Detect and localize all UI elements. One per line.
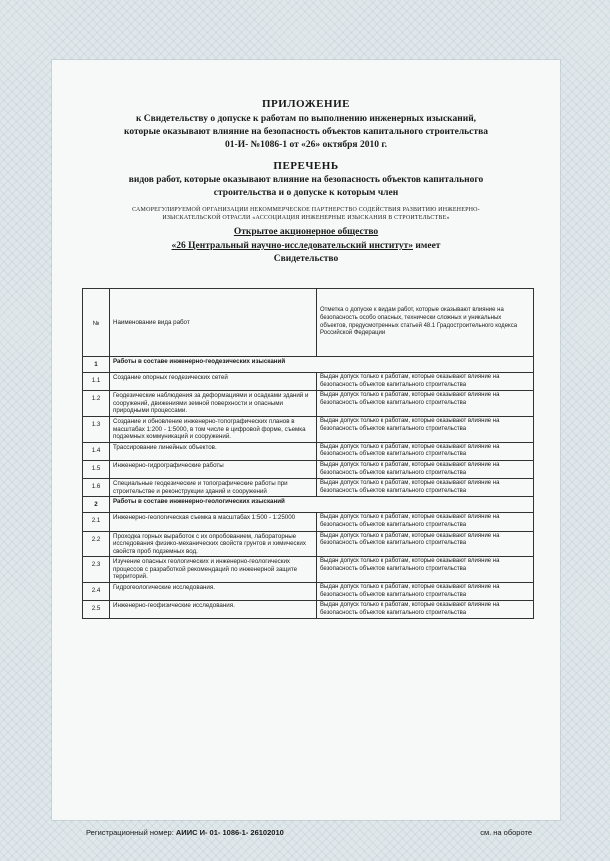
organization-type: Открытое акционерное общество: [233, 227, 379, 237]
admission-status: Выдан допуск только к работам, которые оказывают влияние на безопасность объектов капитального строительства: [317, 442, 534, 460]
work-type-name: Инженерно-геологическая съемка в масштабах 1:500 - 1:25000: [110, 513, 317, 531]
turn-over-note: см. на обороте: [480, 828, 532, 837]
section-row: [83, 497, 534, 513]
document-title: ПРИЛОЖЕНИЕ: [262, 98, 350, 110]
section-title: Работы в составе инженерно-геодезических изысканий: [110, 357, 534, 373]
table-row: [83, 391, 534, 417]
table-row: [83, 601, 534, 619]
header-status: Отметка о допуске к видам работ, которые оказывают влияние на безопасность особо опасных, технически сложных и уникальных объектов, предусмотренных статьей 48.1 Градостроительного кодекса Российской Федерации: [317, 289, 534, 357]
header-num: №: [83, 289, 110, 357]
admission-status: Выдан допуск только к работам, которые оказывают влияние на безопасность объектов капитального строительства: [317, 391, 534, 417]
row-number: 1.1: [83, 373, 110, 391]
subtitle-line: которые оказывают влияние на безопасность объектов капитального строительства: [124, 127, 488, 137]
organization-name: [52, 240, 560, 253]
work-type-name: Инженерно-геофизические исследования.: [110, 601, 317, 619]
row-number: 1.2: [83, 391, 110, 417]
row-number: 2.1: [83, 513, 110, 531]
row-number: 2.5: [83, 601, 110, 619]
work-type-name: Трассирование линейных объектов.: [110, 442, 317, 460]
table-row: [83, 513, 534, 531]
sro-name: [52, 206, 560, 222]
table-row: [83, 583, 534, 601]
table-row: [83, 373, 534, 391]
admission-status: Выдан допуск только к работам, которые оказывают влияние на безопасность объектов капитального строительства: [317, 416, 534, 442]
work-type-name: Специальные геодезические и топографические работы при строительстве и реконструкции зданий и сооружений: [110, 479, 317, 497]
page-footer: [86, 828, 532, 837]
section-title: Работы в составе инженерно-геологических изысканий: [110, 497, 534, 513]
list-description: [52, 174, 560, 200]
admission-status: Выдан допуск только к работам, которые оказывают влияние на безопасность объектов капитального строительства: [317, 557, 534, 583]
list-description-line: строительства и о допуске к которым член: [213, 188, 399, 198]
document-body: [52, 60, 560, 837]
admission-status: Выдан допуск только к работам, которые оказывают влияние на безопасность объектов капитального строительства: [317, 479, 534, 497]
registration-value: АИИС И- 01- 1086-1- 26102010: [175, 828, 284, 837]
row-number: 1.3: [83, 416, 110, 442]
table-row: [83, 442, 534, 460]
work-type-name: Изучение опасных геологических и инженерно-геологических процессов с разработкой рекомендаций по инженерной защите территорий.: [110, 557, 317, 583]
works-table: [82, 288, 534, 619]
list-heading: ПЕРЕЧЕНЬ: [273, 160, 339, 172]
table-row: [83, 557, 534, 583]
certificate-word: Свидетельство: [273, 254, 339, 264]
admission-status: Выдан допуск только к работам, которые оказывают влияние на безопасность объектов капитального строительства: [317, 460, 534, 478]
subtitle-line: 01-И- №1086-1 от «26» октября 2010 г.: [225, 140, 387, 150]
subtitle-line: к Свидетельству о допуске к работам по выполнению инженерных изысканий,: [135, 114, 477, 124]
row-number: 2.4: [83, 583, 110, 601]
work-type-name: Создание и обновление инженерно-топографических планов в масштабах 1:200 - 1:5000, в том числе в цифровой форме, съемка подземных коммуникаций и сооружений.: [110, 416, 317, 442]
row-number: 2.2: [83, 531, 110, 557]
sro-line: САМОРЕГУЛИРУЕМОЙ ОРГАНИЗАЦИИ НЕКОММЕРЧЕСКОЕ ПАРТНЕРСТВО СОДЕЙСТВИЯ РАЗВИТИЮ ИНЖЕНЕРНО-: [132, 207, 480, 213]
organization-name-underlined: «26 Центральный научно-исследовательский институт»: [171, 241, 414, 251]
work-type-name: Геодезические наблюдения за деформациями и осадками зданий и сооружений, движениями земной поверхности и опасными природными процессами.: [110, 391, 317, 417]
organization-name-rest: имеет: [413, 241, 441, 251]
work-type-name: Инженерно-гидрографические работы: [110, 460, 317, 478]
row-number: 1.5: [83, 460, 110, 478]
work-type-name: Гидрогеологические исследования.: [110, 583, 317, 601]
row-number: 2.3: [83, 557, 110, 583]
sro-line: ИЗЫСКАТЕЛЬСКОЙ ОТРАСЛИ «АССОЦИАЦИЯ ИНЖЕНЕРНЫЕ ИЗЫСКАНИЯ В СТРОИТЕЛЬСТВЕ»: [162, 215, 450, 221]
document-subtitle: [52, 113, 560, 152]
admission-status: Выдан допуск только к работам, которые оказывают влияние на безопасность объектов капитального строительства: [317, 513, 534, 531]
table-row: [83, 531, 534, 557]
table-header-row: [83, 289, 534, 357]
work-type-name: Проходка горных выработок с их опробованием, лабораторные исследования физико-механических свойств грунтов и химических свойств проб подземных вод.: [110, 531, 317, 557]
work-type-name: Создание опорных геодезических сетей: [110, 373, 317, 391]
section-row: [83, 357, 534, 373]
registration-label: Регистрационный номер:: [86, 828, 176, 837]
admission-status: Выдан допуск только к работам, которые оказывают влияние на безопасность объектов капитального строительства: [317, 373, 534, 391]
admission-status: Выдан допуск только к работам, которые оказывают влияние на безопасность объектов капитального строительства: [317, 601, 534, 619]
admission-status: Выдан допуск только к работам, которые оказывают влияние на безопасность объектов капитального строительства: [317, 531, 534, 557]
table-row: [83, 460, 534, 478]
row-number: 1.6: [83, 479, 110, 497]
table-row: [83, 479, 534, 497]
list-description-line: видов работ, которые оказывают влияние на безопасность объектов капитального: [128, 175, 484, 185]
section-number: 2: [83, 497, 110, 513]
table-row: [83, 416, 534, 442]
row-number: 1.4: [83, 442, 110, 460]
section-number: 1: [83, 357, 110, 373]
header-name: Наименование вида работ: [110, 289, 317, 357]
admission-status: Выдан допуск только к работам, которые оказывают влияние на безопасность объектов капитального строительства: [317, 583, 534, 601]
registration-number: [86, 828, 284, 837]
